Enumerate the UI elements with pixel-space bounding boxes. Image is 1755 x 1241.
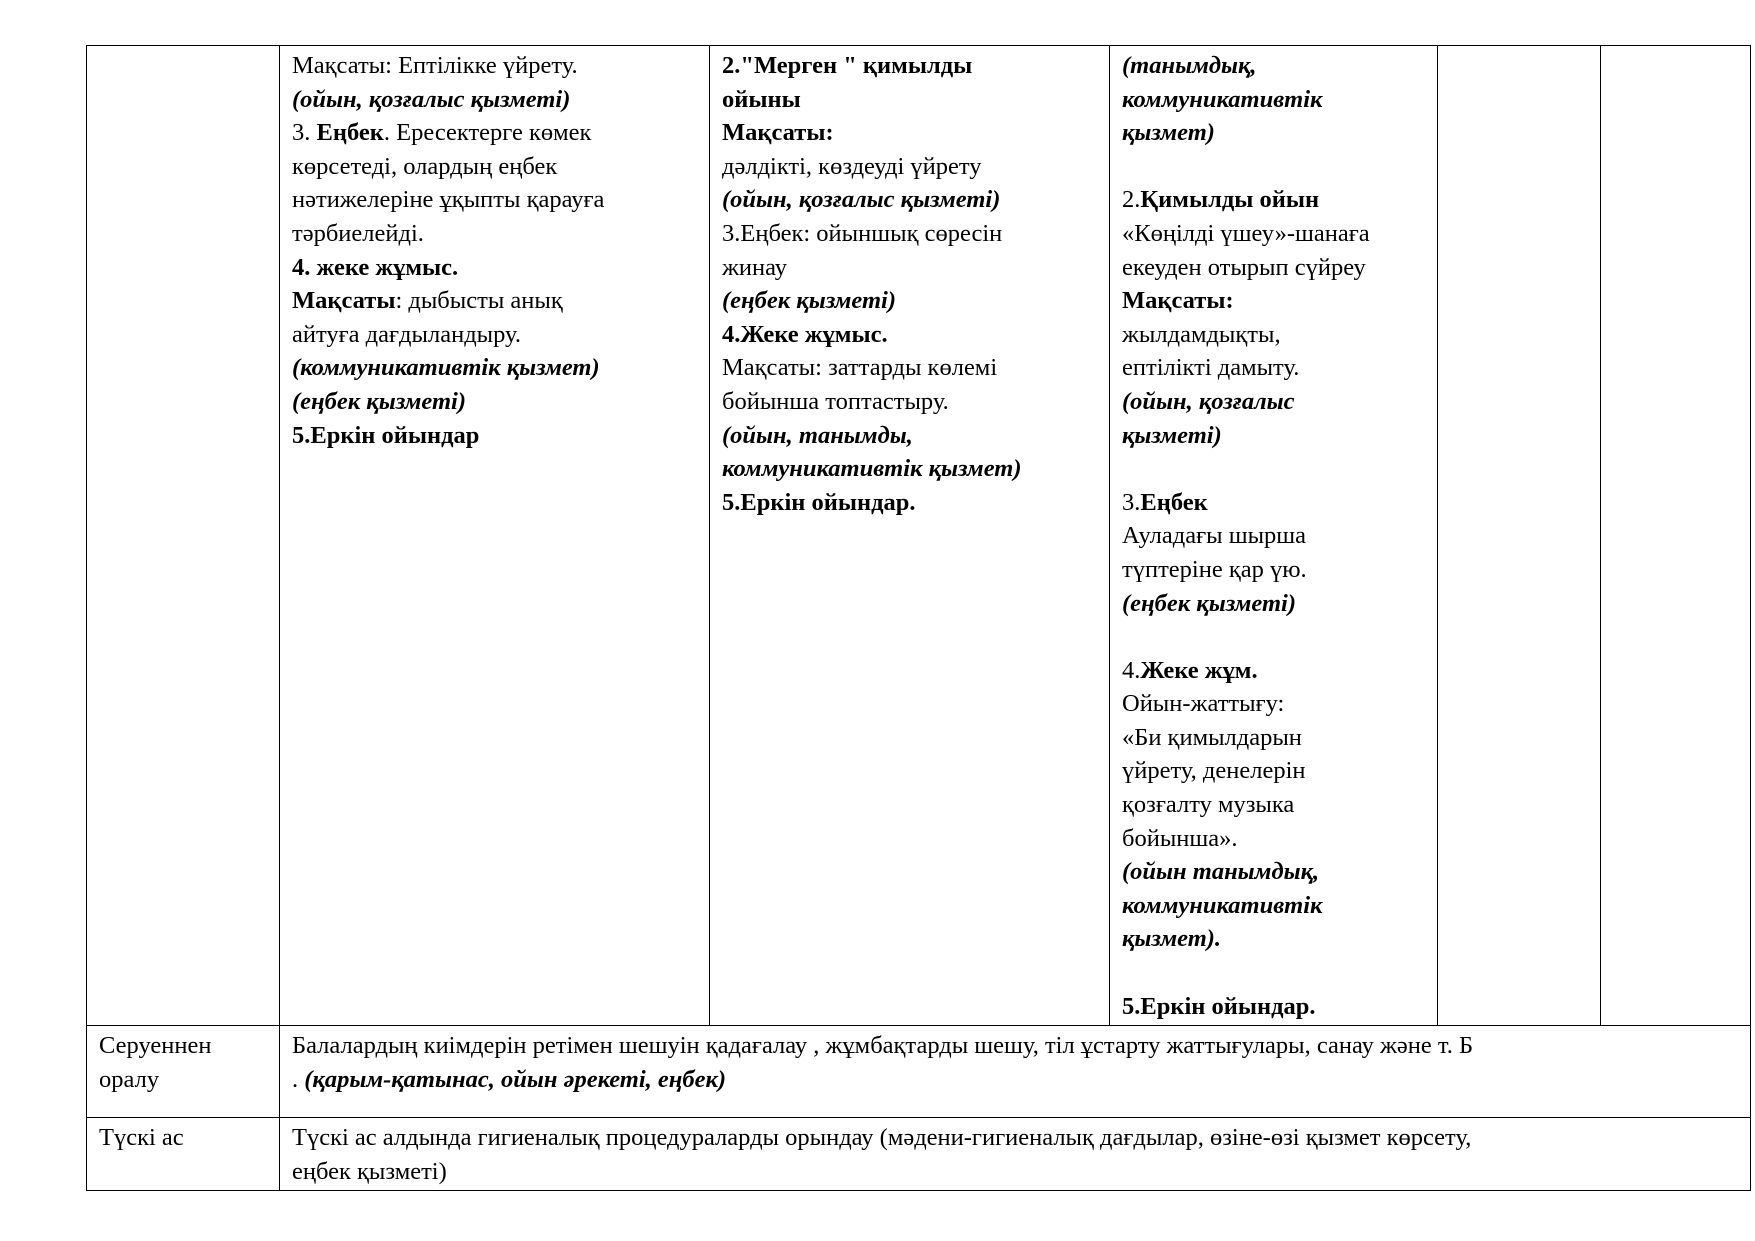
text-line: Ауладағы шырша [1122, 522, 1307, 550]
text-line: Балалардың киімдерін ретімен шешуін қадағалау , жұмбақтарды шешу, тіл ұстарту жаттығулары, санау және т. Б [292, 1032, 1474, 1060]
activity-tag: қызмет). [1122, 925, 1222, 953]
blank-line [1122, 620, 1425, 654]
text-line: «Би қимылдарын [1122, 723, 1302, 751]
text-line: бойынша». [1122, 824, 1238, 852]
text-line: Мақсаты: заттарды көлемі [722, 354, 998, 382]
lunch-row [87, 1118, 1751, 1191]
activity-tag: қызметі) [1122, 421, 1222, 449]
blank-line [1122, 452, 1425, 486]
walk-row [87, 46, 1751, 1026]
text-line: үйрету, денелерін [1122, 757, 1306, 785]
walk-monday-cell [280, 46, 710, 1026]
activity-tag: (коммуникативтік қызмет) [292, 354, 600, 382]
activity-tag: (ойын, танымды, [722, 421, 913, 449]
text-line: Мақсаты: дыбысты анық [292, 287, 563, 315]
text-line: Ойын-жаттығу: [1122, 690, 1285, 718]
text-line: жинау [722, 253, 788, 281]
text-line: бойынша топтастыру. [722, 387, 949, 415]
return-row [87, 1026, 1751, 1118]
activity-tag: коммуникативтік қызмет) [722, 455, 1022, 483]
activity-tag: (қарым-қатынас, ойын әрекеті, еңбек) [304, 1065, 727, 1093]
activity-tag: коммуникативтік [1122, 891, 1323, 919]
walk-tuesday-cell [710, 46, 1110, 1026]
activity-tag: (танымдық, [1122, 52, 1257, 79]
text-line: жылдамдықты, [1122, 320, 1281, 348]
activity-tag: (еңбек қызметі) [722, 287, 897, 315]
text-line: екеуден отырып сүйреу [1122, 253, 1366, 281]
activity-tag: (ойын, қозғалыс [1122, 387, 1295, 415]
walk-wednesday-cell [1110, 46, 1438, 1026]
section-heading: Мақсаты: [1122, 287, 1234, 315]
section-heading: ойыны [722, 85, 801, 113]
text-line: дәлдікті, көздеуді үйрету [722, 152, 982, 180]
text-line: нәтижелеріне ұқыпты қарауға [292, 186, 605, 214]
activity-tag: (ойын, қозғалыс қызметі) [722, 186, 1001, 214]
text-line: айтуға дағдыландыру. [292, 320, 521, 348]
blank-line [1122, 150, 1425, 184]
text-line: Түскі ас алдында гигиеналық процедураларды орындау (мәдени-гигиеналық дағдылар, өзіне-өзі қызмет көрсету, [292, 1124, 1472, 1152]
blank-line [1122, 956, 1425, 990]
walk-thursday-cell [1438, 46, 1601, 1026]
text-line: тәрбиелейді. [292, 219, 424, 247]
section-heading: 5.Еркін ойындар [292, 421, 480, 449]
activity-tag: қызмет) [1122, 119, 1215, 147]
section-heading: 4. жеке жұмыс. [292, 253, 459, 281]
row-label: Серуеннен [99, 1032, 212, 1060]
activity-tag: коммуникативтік [1122, 85, 1323, 113]
section-heading: 4.Жеке жұмыс. [722, 320, 888, 348]
lunch-label-cell [87, 1118, 280, 1191]
walk-friday-cell [1601, 46, 1751, 1026]
activity-tag: (еңбек қызметі) [292, 387, 467, 415]
text-line: 3.Еңбек [1122, 488, 1208, 516]
text-line: түптеріне қар үю. [1122, 555, 1307, 583]
return-label-cell [87, 1026, 280, 1118]
text-line: көрсетеді, олардың еңбек [292, 152, 558, 180]
text-line: 3.Еңбек: ойыншық сөресін [722, 219, 1003, 247]
row-label: Түскі ас [99, 1124, 184, 1152]
return-content-cell [280, 1026, 1751, 1118]
text-line: . (қарым-қатынас, ойын әрекеті, еңбек) [292, 1065, 727, 1093]
text-line: қозғалту музыка [1122, 791, 1295, 819]
text-line: ептілікті дамыту. [1122, 354, 1300, 382]
walk-label-cell [87, 46, 280, 1026]
daily-plan-table [86, 45, 1751, 1191]
text-line: 4.Жеке жұм. [1122, 656, 1258, 684]
activity-tag: (ойын, қозғалыс қызметі) [292, 85, 571, 113]
text-line: еңбек қызметі) [292, 1157, 447, 1185]
row-label: оралу [99, 1065, 160, 1093]
text-line: 2.Қимылды ойын [1122, 186, 1320, 214]
section-heading: 5.Еркін ойындар. [1122, 992, 1316, 1020]
section-heading: Мақсаты: [722, 119, 834, 147]
section-heading: 2."Мерген " қимылды [722, 52, 973, 79]
section-heading: 5.Еркін ойындар. [722, 488, 916, 516]
text-line: «Көңілді үшеу»-шанаға [1122, 219, 1370, 247]
activity-tag: (еңбек қызметі) [1122, 589, 1297, 617]
lunch-content-cell [280, 1118, 1751, 1191]
text-line: 3. Еңбек. Ересектерге көмек [292, 119, 592, 147]
activity-tag: (ойын танымдық, [1122, 858, 1320, 886]
text-line: Мақсаты: Ептілікке үйрету. [292, 52, 578, 79]
